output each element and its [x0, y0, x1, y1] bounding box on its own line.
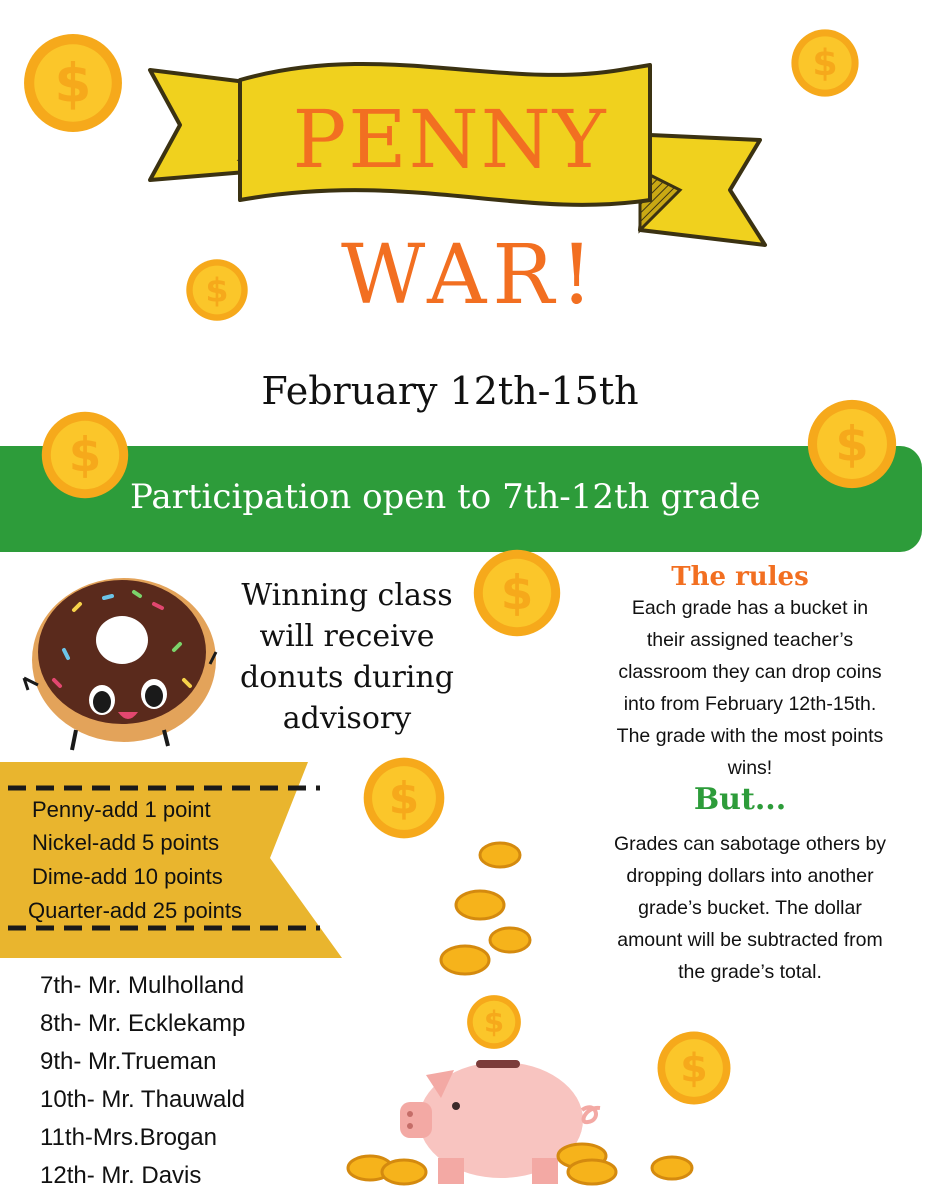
sabotage-line: amount will be subtracted from: [617, 929, 883, 951]
prize-line: donuts during: [240, 660, 454, 695]
sabotage-line: grade’s bucket. The dollar: [638, 897, 862, 919]
teacher-8th: 8th- Mr. Ecklekamp: [40, 1010, 246, 1037]
svg-text:$: $: [483, 1005, 505, 1040]
sabotage-line: dropping dollars into another: [626, 865, 874, 887]
svg-text:$: $: [835, 417, 869, 473]
rules-line: their assigned teacher’s: [646, 629, 854, 651]
prize-line: Winning class: [241, 578, 453, 613]
poster-title-war: WAR!: [340, 228, 600, 323]
coin-icon: [362, 756, 446, 840]
falling-coins-illustration: [430, 830, 540, 990]
teacher-12th: 12th- Mr. Davis: [40, 1162, 202, 1189]
rules-line: classroom they can drop coins: [618, 661, 882, 683]
sabotage-line: the grade’s total.: [678, 961, 822, 983]
coin-icon: [472, 548, 562, 638]
event-dates: February 12th-15th: [261, 369, 639, 413]
rules-line: Each grade has a bucket in: [631, 597, 869, 619]
teacher-11th: 11th-Mrs.Brogan: [40, 1124, 217, 1151]
coin-icon: [40, 410, 130, 500]
but-heading: But...: [693, 782, 787, 817]
point-rule-nickel: Nickel-add 5 points: [32, 830, 220, 855]
points-ticket: [0, 762, 345, 958]
point-rule-penny: Penny-add 1 point: [32, 797, 211, 822]
coin-pile-left: [346, 1148, 430, 1188]
rules-line: wins!: [727, 757, 773, 779]
rules-line: The grade with the most points: [616, 725, 884, 747]
coin-icon: [22, 32, 124, 134]
svg-text:$: $: [205, 270, 229, 310]
coin-icon: [790, 28, 860, 98]
teacher-7th: 7th- Mr. Mulholland: [40, 972, 245, 999]
donut-illustration: [14, 560, 219, 755]
rules-line: into from February 12th-15th.: [623, 693, 877, 715]
participation-text: Participation open to 7th-12th grade: [130, 477, 761, 517]
svg-text:$: $: [812, 41, 838, 85]
teacher-9th: 9th- Mr.Trueman: [40, 1048, 217, 1075]
svg-text:$: $: [68, 429, 102, 484]
prize-line: advisory: [282, 701, 412, 736]
poster-title-penny: PENNY: [292, 93, 608, 186]
svg-text:$: $: [500, 567, 534, 622]
rules-heading: The rules: [671, 562, 809, 592]
svg-text:$: $: [680, 1045, 708, 1092]
point-rule-dime: Dime-add 10 points: [32, 864, 223, 889]
coin-icon: [185, 258, 249, 322]
teacher-10th: 10th- Mr. Thauwald: [40, 1086, 245, 1113]
svg-text:$: $: [54, 52, 92, 115]
sabotage-text: [585, 828, 915, 988]
rules-text: [585, 592, 915, 784]
prize-text: [222, 575, 472, 739]
svg-text:$: $: [388, 773, 420, 825]
sabotage-line: Grades can sabotage others by: [613, 833, 887, 855]
coin-icon: [656, 1030, 732, 1106]
coin-pile-right: [552, 1140, 702, 1190]
prize-line: will receive: [259, 619, 435, 654]
point-rule-quarter: Quarter-add 25 points: [28, 898, 243, 923]
coin-icon: [806, 398, 898, 490]
